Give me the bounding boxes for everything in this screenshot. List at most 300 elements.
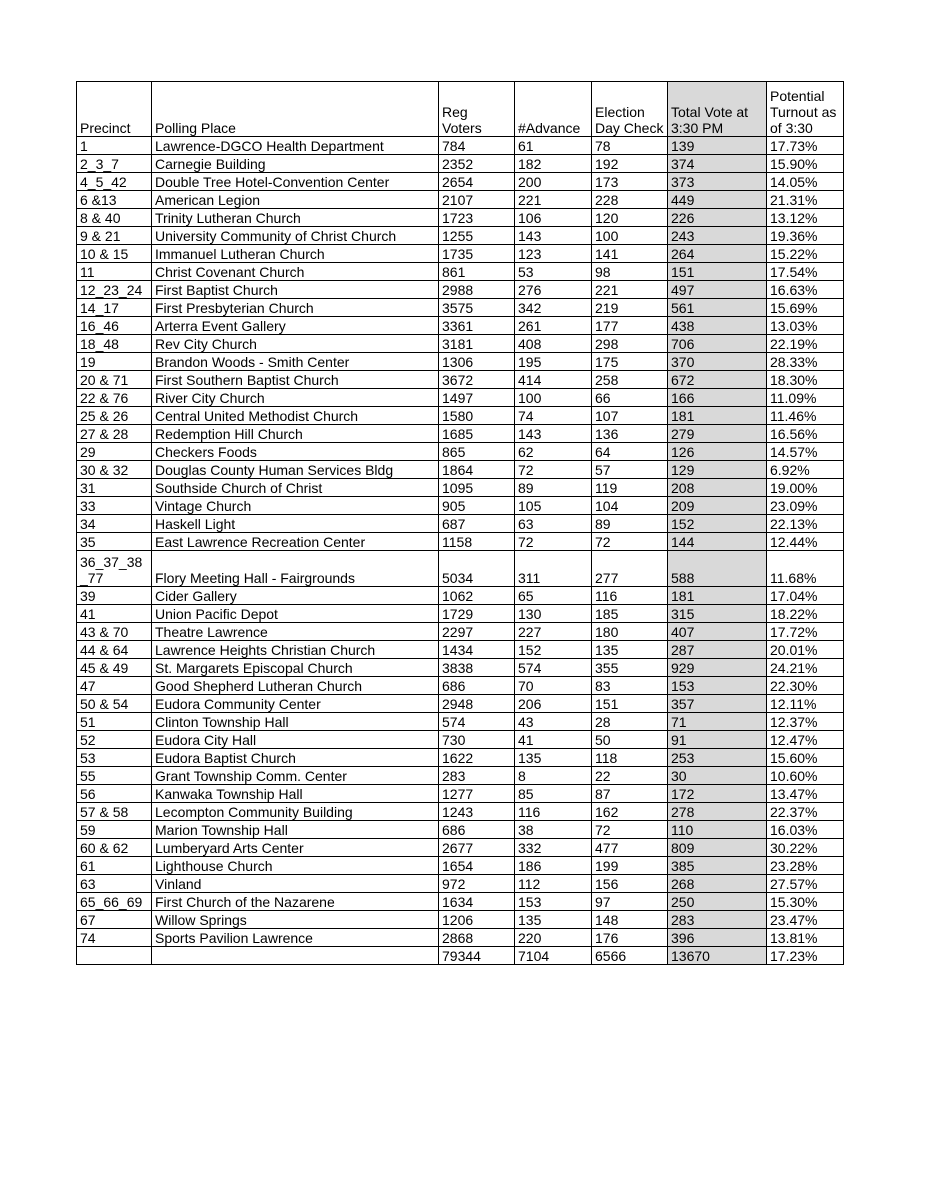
election-day-check-cell: 22 [592,767,668,785]
potential-turnout-cell: 12.44% [767,533,844,551]
total-vote-cell: 588 [668,551,767,587]
precinct-cell [77,947,152,965]
total-vote-cell: 181 [668,407,767,425]
reg-voters-cell: 865 [439,443,515,461]
advance-cell: 8 [515,767,592,785]
total-vote-cell: 672 [668,371,767,389]
polling-place-cell: Carnegie Building [152,155,439,173]
reg-voters-cell: 1306 [439,353,515,371]
polling-place-cell: Southside Church of Christ [152,479,439,497]
total-vote-cell: 264 [668,245,767,263]
table-row [77,299,844,317]
precinct-cell: 50 & 54 [77,695,152,713]
potential-turnout-cell: 18.22% [767,605,844,623]
total-vote-cell: 385 [668,857,767,875]
polling-place-cell: Vinland [152,875,439,893]
precinct-cell: 47 [77,677,152,695]
potential-turnout-cell: 11.46% [767,407,844,425]
table-row [77,803,844,821]
polling-place-cell: Checkers Foods [152,443,439,461]
potential-turnout-cell: 6.92% [767,461,844,479]
polling-place-cell [152,947,439,965]
advance-cell: 38 [515,821,592,839]
table-row [77,713,844,731]
advance-cell: 186 [515,857,592,875]
election-day-check-cell: 173 [592,173,668,191]
table-row [77,263,844,281]
reg-voters-cell: 3672 [439,371,515,389]
reg-voters-cell: 1735 [439,245,515,263]
table-row [77,929,844,947]
polling-place-cell: Willow Springs [152,911,439,929]
reg-voters-cell: 1654 [439,857,515,875]
total-vote-cell: 449 [668,191,767,209]
table-row [77,515,844,533]
reg-voters-cell: 3575 [439,299,515,317]
potential-turnout-cell: 24.21% [767,659,844,677]
total-vote-cell: 315 [668,605,767,623]
table-row [77,857,844,875]
reg-voters-cell: 1255 [439,227,515,245]
table-body [77,137,844,965]
reg-voters-cell: 1634 [439,893,515,911]
reg-voters-cell: 1062 [439,587,515,605]
table-row [77,209,844,227]
election-day-check-cell: 72 [592,533,668,551]
total-vote-cell: 283 [668,911,767,929]
election-day-check-cell: 78 [592,137,668,155]
potential-turnout-cell: 22.37% [767,803,844,821]
total-vote-cell: 374 [668,155,767,173]
advance-cell: 311 [515,551,592,587]
total-vote-cell: 152 [668,515,767,533]
election-day-check-cell: 298 [592,335,668,353]
election-day-check-cell: 175 [592,353,668,371]
reg-voters-cell: 1095 [439,479,515,497]
advance-cell: 574 [515,659,592,677]
reg-voters-cell: 1243 [439,803,515,821]
polling-place-cell: Brandon Woods - Smith Center [152,353,439,371]
table-row [77,479,844,497]
potential-turnout-cell: 23.47% [767,911,844,929]
election-day-check-cell: 136 [592,425,668,443]
election-day-check-cell: 148 [592,911,668,929]
total-vote-cell: 209 [668,497,767,515]
total-vote-cell: 287 [668,641,767,659]
total-vote-cell: 929 [668,659,767,677]
reg-voters-cell: 1277 [439,785,515,803]
reg-voters-cell: 1723 [439,209,515,227]
polling-place-cell: Eudora Baptist Church [152,749,439,767]
polling-place-cell: Redemption Hill Church [152,425,439,443]
election-day-check-cell: 151 [592,695,668,713]
table-row [77,335,844,353]
advance-cell: 123 [515,245,592,263]
polling-place-cell: Vintage Church [152,497,439,515]
turnout-table [76,81,844,965]
election-day-check-cell: 120 [592,209,668,227]
election-day-check-cell: 135 [592,641,668,659]
precinct-cell: 20 & 71 [77,371,152,389]
potential-turnout-cell: 16.03% [767,821,844,839]
advance-cell: 106 [515,209,592,227]
advance-cell: 89 [515,479,592,497]
potential-turnout-cell: 15.90% [767,155,844,173]
reg-voters-cell: 686 [439,821,515,839]
polling-place-cell: Arterra Event Gallery [152,317,439,335]
potential-turnout-cell: 20.01% [767,641,844,659]
advance-cell: 414 [515,371,592,389]
reg-voters-cell: 2677 [439,839,515,857]
total-vote-cell: 172 [668,785,767,803]
table-row [77,461,844,479]
polling-place-cell: Eudora City Hall [152,731,439,749]
precinct-cell: 52 [77,731,152,749]
advance-cell: 182 [515,155,592,173]
advance-cell: 85 [515,785,592,803]
advance-cell: 105 [515,497,592,515]
precinct-cell: 55 [77,767,152,785]
total-vote-cell: 370 [668,353,767,371]
table-row [77,731,844,749]
total-vote-cell: 129 [668,461,767,479]
table-row [77,191,844,209]
precinct-cell: 45 & 49 [77,659,152,677]
reg-voters-cell: 730 [439,731,515,749]
total-vote-cell: 268 [668,875,767,893]
advance-cell: 143 [515,425,592,443]
polling-place-cell: Theatre Lawrence [152,623,439,641]
table-row [77,533,844,551]
total-vote-cell: 250 [668,893,767,911]
table-row [77,227,844,245]
total-vote-cell: 407 [668,623,767,641]
polling-place-cell: Kanwaka Township Hall [152,785,439,803]
polling-place-cell: Lighthouse Church [152,857,439,875]
advance-cell: 72 [515,533,592,551]
polling-place-cell: Good Shepherd Lutheran Church [152,677,439,695]
precinct-cell: 14_17 [77,299,152,317]
reg-voters-cell: 861 [439,263,515,281]
advance-cell: 342 [515,299,592,317]
advance-cell: 227 [515,623,592,641]
polling-place-cell: Clinton Township Hall [152,713,439,731]
precinct-cell: 41 [77,605,152,623]
reg-voters-cell: 2107 [439,191,515,209]
table-row [77,623,844,641]
table-row [77,425,844,443]
advance-cell: 261 [515,317,592,335]
potential-turnout-cell: 13.12% [767,209,844,227]
total-vote-cell: 126 [668,443,767,461]
precinct-cell: 67 [77,911,152,929]
precinct-cell: 34 [77,515,152,533]
election-day-check-cell: 104 [592,497,668,515]
election-day-check-cell: 199 [592,857,668,875]
polling-place-cell: Flory Meeting Hall - Fairgrounds [152,551,439,587]
table-row [77,551,844,587]
advance-cell: 143 [515,227,592,245]
precinct-cell: 6 &13 [77,191,152,209]
polling-place-cell: University Community of Christ Church [152,227,439,245]
potential-turnout-cell: 15.22% [767,245,844,263]
advance-cell: 135 [515,911,592,929]
advance-cell: 62 [515,443,592,461]
reg-voters-cell: 283 [439,767,515,785]
advance-cell: 7104 [515,947,592,965]
table-row [77,695,844,713]
turnout-sheet [76,81,843,965]
precinct-cell: 12_23_24 [77,281,152,299]
total-vote-cell: 438 [668,317,767,335]
total-vote-cell: 166 [668,389,767,407]
table-row [77,371,844,389]
election-day-check-cell: 221 [592,281,668,299]
election-day-check-cell: 118 [592,749,668,767]
polling-place-cell: Haskell Light [152,515,439,533]
precinct-cell: 65_66_69 [77,893,152,911]
potential-turnout-cell: 17.72% [767,623,844,641]
potential-turnout-cell: 17.23% [767,947,844,965]
election-day-check-cell: 98 [592,263,668,281]
precinct-cell: 60 & 62 [77,839,152,857]
reg-voters-cell: 2297 [439,623,515,641]
reg-voters-cell: 574 [439,713,515,731]
total-vote-cell: 139 [668,137,767,155]
election-day-check-cell: 141 [592,245,668,263]
polling-place-cell: First Baptist Church [152,281,439,299]
election-day-check-cell: 219 [592,299,668,317]
precinct-cell: 56 [77,785,152,803]
total-vote-cell: 181 [668,587,767,605]
polling-place-cell: Cider Gallery [152,587,439,605]
election-day-check-cell: 64 [592,443,668,461]
potential-turnout-cell: 11.68% [767,551,844,587]
polling-place-cell: American Legion [152,191,439,209]
advance-cell: 65 [515,587,592,605]
potential-turnout-cell: 23.28% [767,857,844,875]
election-day-check-cell: 89 [592,515,668,533]
polling-place-cell: Immanuel Lutheran Church [152,245,439,263]
table-row [77,587,844,605]
total-vote-cell: 396 [668,929,767,947]
reg-voters-cell: 2352 [439,155,515,173]
header-row [77,82,844,137]
header-precinct: Precinct [77,82,152,137]
header-advance: #Advance [515,82,592,137]
election-day-check-cell: 477 [592,839,668,857]
election-day-check-cell: 185 [592,605,668,623]
precinct-cell: 2_3_7 [77,155,152,173]
total-vote-cell: 226 [668,209,767,227]
total-vote-cell: 153 [668,677,767,695]
total-vote-cell: 561 [668,299,767,317]
potential-turnout-cell: 28.33% [767,353,844,371]
potential-turnout-cell: 17.04% [767,587,844,605]
total-vote-cell: 279 [668,425,767,443]
potential-turnout-cell: 19.36% [767,227,844,245]
total-vote-cell: 373 [668,173,767,191]
polling-place-cell: Rev City Church [152,335,439,353]
total-vote-cell: 243 [668,227,767,245]
precinct-cell: 9 & 21 [77,227,152,245]
advance-cell: 200 [515,173,592,191]
polling-place-cell: Lawrence Heights Christian Church [152,641,439,659]
total-vote-cell: 706 [668,335,767,353]
advance-cell: 220 [515,929,592,947]
polling-place-cell: Grant Township Comm. Center [152,767,439,785]
polling-place-cell: Eudora Community Center [152,695,439,713]
table-row [77,641,844,659]
reg-voters-cell: 1206 [439,911,515,929]
election-day-check-cell: 228 [592,191,668,209]
advance-cell: 153 [515,893,592,911]
potential-turnout-cell: 15.60% [767,749,844,767]
table-row [77,785,844,803]
total-vote-cell: 278 [668,803,767,821]
table-row [77,389,844,407]
total-vote-cell: 144 [668,533,767,551]
potential-turnout-cell: 19.00% [767,479,844,497]
advance-cell: 195 [515,353,592,371]
advance-cell: 112 [515,875,592,893]
totals-row [77,947,844,965]
advance-cell: 100 [515,389,592,407]
precinct-cell: 31 [77,479,152,497]
precinct-cell: 51 [77,713,152,731]
precinct-cell: 22 & 76 [77,389,152,407]
precinct-cell: 25 & 26 [77,407,152,425]
table-row [77,893,844,911]
advance-cell: 61 [515,137,592,155]
potential-turnout-cell: 27.57% [767,875,844,893]
total-vote-cell: 110 [668,821,767,839]
polling-place-cell: First Presbyterian Church [152,299,439,317]
header-reg-voters: Reg Voters [439,82,515,137]
precinct-cell: 1 [77,137,152,155]
table-row [77,749,844,767]
election-day-check-cell: 156 [592,875,668,893]
potential-turnout-cell: 30.22% [767,839,844,857]
election-day-check-cell: 28 [592,713,668,731]
table-row [77,353,844,371]
potential-turnout-cell: 11.09% [767,389,844,407]
reg-voters-cell: 3361 [439,317,515,335]
table-row [77,677,844,695]
advance-cell: 63 [515,515,592,533]
reg-voters-cell: 5034 [439,551,515,587]
potential-turnout-cell: 18.30% [767,371,844,389]
reg-voters-cell: 3181 [439,335,515,353]
precinct-cell: 16_46 [77,317,152,335]
polling-place-cell: East Lawrence Recreation Center [152,533,439,551]
advance-cell: 43 [515,713,592,731]
polling-place-cell: Lecompton Community Building [152,803,439,821]
potential-turnout-cell: 21.31% [767,191,844,209]
precinct-cell: 4_5_42 [77,173,152,191]
election-day-check-cell: 258 [592,371,668,389]
advance-cell: 70 [515,677,592,695]
precinct-cell: 43 & 70 [77,623,152,641]
precinct-cell: 19 [77,353,152,371]
header-polling-place: Polling Place [152,82,439,137]
potential-turnout-cell: 14.05% [767,173,844,191]
election-day-check-cell: 116 [592,587,668,605]
precinct-cell: 30 & 32 [77,461,152,479]
total-vote-cell: 208 [668,479,767,497]
table-row [77,659,844,677]
advance-cell: 276 [515,281,592,299]
table-row [77,497,844,515]
election-day-check-cell: 176 [592,929,668,947]
election-day-check-cell: 355 [592,659,668,677]
election-day-check-cell: 97 [592,893,668,911]
header-total-vote: Total Vote at 3:30 PM [668,82,767,137]
reg-voters-cell: 1158 [439,533,515,551]
table-row [77,407,844,425]
precinct-cell: 11 [77,263,152,281]
election-day-check-cell: 100 [592,227,668,245]
potential-turnout-cell: 15.30% [767,893,844,911]
election-day-check-cell: 177 [592,317,668,335]
header-election-day-check: Election Day Check [592,82,668,137]
advance-cell: 152 [515,641,592,659]
table-row [77,137,844,155]
reg-voters-cell: 2868 [439,929,515,947]
polling-place-cell: Union Pacific Depot [152,605,439,623]
election-day-check-cell: 180 [592,623,668,641]
precinct-cell: 39 [77,587,152,605]
precinct-cell: 18_48 [77,335,152,353]
precinct-cell: 57 & 58 [77,803,152,821]
potential-turnout-cell: 15.69% [767,299,844,317]
potential-turnout-cell: 12.47% [767,731,844,749]
total-vote-cell: 253 [668,749,767,767]
polling-place-cell: River City Church [152,389,439,407]
precinct-cell: 33 [77,497,152,515]
advance-cell: 116 [515,803,592,821]
election-day-check-cell: 72 [592,821,668,839]
potential-turnout-cell: 22.13% [767,515,844,533]
precinct-cell: 53 [77,749,152,767]
polling-place-cell: Lumberyard Arts Center [152,839,439,857]
polling-place-cell: St. Margarets Episcopal Church [152,659,439,677]
table-row [77,245,844,263]
election-day-check-cell: 162 [592,803,668,821]
polling-place-cell: First Southern Baptist Church [152,371,439,389]
table-row [77,767,844,785]
total-vote-cell: 357 [668,695,767,713]
reg-voters-cell: 687 [439,515,515,533]
advance-cell: 41 [515,731,592,749]
election-day-check-cell: 50 [592,731,668,749]
total-vote-cell: 91 [668,731,767,749]
polling-place-cell: Christ Covenant Church [152,263,439,281]
total-vote-cell: 497 [668,281,767,299]
reg-voters-cell: 2948 [439,695,515,713]
advance-cell: 53 [515,263,592,281]
advance-cell: 332 [515,839,592,857]
reg-voters-cell: 1434 [439,641,515,659]
election-day-check-cell: 192 [592,155,668,173]
polling-place-cell: First Church of the Nazarene [152,893,439,911]
reg-voters-cell: 1729 [439,605,515,623]
advance-cell: 72 [515,461,592,479]
election-day-check-cell: 83 [592,677,668,695]
reg-voters-cell: 79344 [439,947,515,965]
precinct-cell: 10 & 15 [77,245,152,263]
election-day-check-cell: 87 [592,785,668,803]
